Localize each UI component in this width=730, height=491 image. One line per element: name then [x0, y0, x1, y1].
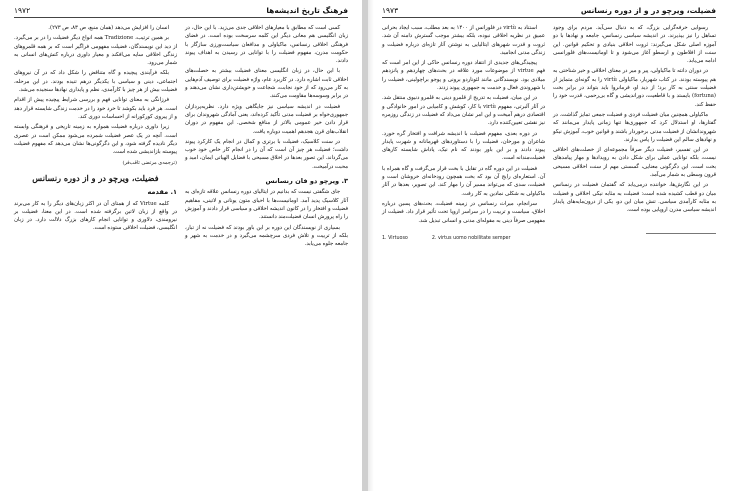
paragraph: بسیاری از نویسندگان این دوره بر این باور بودند که فضیلت نه از تبار، بلکه از تربیت و تلاش فردی سرچشمه می‌گیرد و در خدمت به شهر و جامعه جلوه می‌یابد. [185, 224, 348, 248]
column-right [185, 24, 348, 250]
article-title: فضیلت، ویرچو در و از دوره رنسانس [32, 172, 159, 183]
paragraph: در سنت کلاسیک، فضیلت با برتری و کمال در انجام یک کارکرد پیوند داشت؛ فضیلت هر چیز آن است که آن را در انجام کار خاص خود خوب می‌گرداند. این تصور بعدها در اخلاق مسیحی با فضایل الهیاتی ایمان، امید و محبت درآمیخت. [185, 138, 348, 170]
paragraph: فضیلت در این دوره گاه در تقابل با بخت قرار می‌گرفت و گاه همراه با آن. استعاره‌ای رایج آن بود که بخت همچون رودخانه‌ای خروشان است و فضیلت، سدی که می‌تواند مسیر آن را مهار کند. این تصویر، بعدها در آثار ماکیاولی به شکلی نمادین به کار رفت. [382, 165, 545, 197]
footnotes [382, 236, 716, 241]
paragraph: ماکیاولی همچنین میان فضیلت فردی و فضیلت جمعی تمایز گذاشت. در گفتارها، او استدلال کرد که جمهوری‌ها تنها زمانی پایدار می‌مانند که شهروندانشان از فضیلت مدنی برخوردار باشند و قوانین خوب، آموزش نیکو و نهادهای سالم این فضیلت را پاس بدارند. [552, 111, 716, 143]
column-right [553, 24, 716, 227]
left-page-header [14, 6, 348, 18]
translator-credit: (ترجمه‌ی مرتضی ثاقب‌فر) [122, 160, 177, 167]
paragraph: با این حال، در زبان انگلیسی معنای فضیلت بیشتر به خصلت‌های اخلاقی ثابت اشاره دارد. در کاربرد عام، واژه فضیلت برای توصیف آدم‌هایی به کار می‌رود که از خود نجابت، شجاعت و خویشتن‌داری نشان می‌دهند و در برابر وسوسه‌ها مقاومت می‌کنند. [185, 68, 348, 100]
paragraph: کلمه Virtue که از همتای آن در اکثر زبان‌های دیگر را به کار می‌برند در واقع از زبان لاتین برگرفته شده است. در این معنا، فضیلت بر نیرومندی، دلاوری و توانایی انجام کارهای بزرگ دلالت دارد. در زبان انگلیسی، فضیلت اخلاقی ستوده است. [14, 200, 177, 232]
paragraph: در این میان، فضیلت به تدریج از قلمرو دینی به قلمرو دنیوی منتقل شد. در آثار آلبرتی، مفهوم virtù با کار، کوشش و کامیابی در امور خانوادگی و اقتصادی درهم آمیخت و این امر نشان می‌داد که فضیلت در زندگی روزمره نیز نقشی تعیین‌کننده دارد. [382, 95, 545, 127]
paragraph: رسوایی خرفه‌گرایی بزرگ، که به دنبال سی‌آید. مردم برای وجود تساهل را نیز بپذیرند. در اندیشه سیاسی رنسانس، جامعه و نهادها با دو آموزه اصلی شکل می‌گیرند: ثروت اخلاقی بنیادی و تحکیم قوانین. این سنت از افلاطون و ارسطو آغاز می‌شود و تا اومانیست‌های فلورانسی ادامه می‌یابد. [553, 25, 716, 65]
paragraph: استناد به virtù در فلورانس از ۱۴۰۰ به بعد مطلب، سبب ایجاد بحرانی عمیق در نظریه اخلاقی نبوده، بلکه بیشتر موجب گسترش دامنه آن شد. ثروت و قدرت شهرهای ایتالیایی به نوشتن آثار تازه‌ای درباره فضیلت و زندگی مدنی انجامید. [382, 25, 545, 56]
right-page [368, 0, 730, 491]
paragraph: انسان را افزایش می‌دهد (همان منبع، ص ۸۳، ص ۲۷۳). [48, 25, 169, 31]
footnote-divider [646, 233, 716, 234]
column-left [382, 24, 545, 227]
gutter-shadow [368, 0, 374, 491]
paragraph: پیچیدگی‌های جدیدی از انتقاد دوره رنسانس حاکی از این امر است که فهم virtue از موضوعات مورد علاقه در بحث‌های چهاردهم و پانزدهم میلادی بود. نویسندگانی مانند لئوناردو برونی و پوجو براچولینی، فضیلت را با شهروندی فعال و خدمت به جمهوری پیوند زدند. [382, 60, 545, 92]
left-page-body [14, 24, 348, 250]
paragraph: بر همین ترتیب، Tradizione همه انواع دیگر فضیلت را در بر می‌گیرد. از دید این نویسندگان، فضیلت مفهومی فراگیر است که بر همه قلمروهای زندگی اخلاقی سایه می‌افکند و معیار داوری درباره کنش‌های انسانی به شمار می‌رود. [14, 35, 177, 67]
section-heading: ۳. ویرچو دو فان رنسانس [265, 177, 348, 186]
left-page [0, 0, 362, 491]
paragraph: سرانجام، میراث رنسانس در زمینه فضیلت، بحث‌های پسین درباره اخلاق، سیاست و تربیت را در سراسر اروپا تحت تأثیر قرار داد. فضیلت از مفهومی صرفاً دینی به مقوله‌ای مدنی و انسانی تبدیل شد. [382, 200, 545, 224]
paragraph: در این تفسیر، فضیلت دیگر صرفاً مجموعه‌ای از خصلت‌های اخلاقی نیست، بلکه توانایی عملی برای شکل دادن به رویدادها و مهار پیامدهای بخت است. این دگرگونی معنایی، گسستی مهم از سنت اخلاقی مسیحی قرون وسطی به شمار می‌آمد. [553, 147, 716, 179]
paragraph: در دوران دانته تا ماکیاولی، پیر و میر در معنای اخلاقی و خیر شناختی به هم پیوسته بودند. در کتاب شهریار، ماکیاولی virtù را به گونه‌ای متمایز از فضیلت سنتی به کار برد؛ از دید او، فرمانروا باید بتواند در برابر بخت (fortuna) بایستد و با قاطعیت، دوراندیشی و گاه بی‌رحمی، قدرت خود را حفظ کند. [553, 68, 716, 108]
paragraph: زیرا داوری درباره فضیلت همواره به زمینه تاریخی و فرهنگی وابسته است. آنچه در یک عصر فضیلت شمرده می‌شود ممکن است در عصری دیگر نادیده گرفته شود، و این دگرگونی‌ها نشان می‌دهد که مفهوم فضیلت پیوسته بازاندیشی شده است. [14, 124, 177, 156]
paragraph: فرزانگی به معنای توانایی فهم و بررسی شرایط پیچیده پیش از اقدام است. هر فرد باید بکوشد تا خرد خود را در خدمت زندگی شایسته قرار دهد و از پیروی کورکورانه از احساسات دوری کند. [14, 97, 177, 120]
paragraph: جای شگفتی نیست که بدانیم در ایتالیای دوره رنسانس علاقه تازه‌ای به آثار کلاسیک پدید آمد. اومانیست‌ها با احیای متون یونانی و لاتینی، مفاهیم فضیلت و افتخار را در کانون اندیشه اخلاقی و سیاسی قرار دادند و آموزش را راه پرورش انسان فضیلت‌مند دانستند. [185, 189, 348, 221]
paragraph: در این نگارش‌ها، خواننده درمی‌یابد که گفتمان فضیلت در رنسانس میان دو قطب کشیده شده است: فضیلت به مثابه نیکی اخلاقی و فضیلت به مثابه کارآمدی سیاسی. تنش میان این دو، یکی از درون‌مایه‌های پایدار اندیشه سیاسی مدرن اروپایی بوده است. [553, 182, 716, 214]
right-page-header [382, 6, 716, 18]
paragraph: فضیلت در اندیشه سیاسی نیز جایگاهی ویژه دارد. نظریه‌پردازان جمهوری‌خواه بر فضیلت مدنی تأکید کرده‌اند، یعنی آمادگی شهروندان برای قرار دادن خیر عمومی بالاتر از منافع شخصی. این مفهوم در دوران انقلاب‌های قرن هجدهم اهمیت دوباره یافت. [185, 103, 348, 135]
column-left [14, 24, 177, 250]
subsection-heading: ۱. مقدمه [147, 188, 177, 197]
paragraph: کسی است که مطابق با معیارهای اخلاقی جدی می‌زید. با این حال، در زبان انگلیسی هم معانی دیگر این کلمه سرسخت بوده است. در فضای فرهنگی اخلاقی رنسانس، ماکیاولی و مدافعان سیاست‌ورزی سازگار با حکومت مدرن، مفهوم فضیلت را با توانایی در رسیدن به اهداف پیوند دادند. [185, 25, 348, 65]
paragraph: بلکه فرآیندی پیچیده و گاه متناقض را شکل داد که در آن نیروهای اجتماعی، دینی و سیاسی با یکدیگر درهم تنیده بودند. در این مرحله، فضیلت بیش از هر چیز با کارآمدی، نظم و پایداری نهادها سنجیده می‌شد. [14, 70, 177, 94]
right-page-body [382, 24, 716, 227]
running-title: فرهنگ تاریخ اندیشه‌ها [266, 6, 348, 15]
footnote: 2. virtus uomo nobilitate semper [431, 235, 511, 241]
page-number: ۱۹۷۳ [382, 6, 399, 15]
page-number: ۱۹۷۲ [14, 6, 31, 15]
paragraph: در دوره بعدی، مفهوم فضیلت با اندیشه شرافت و افتخار گره خورد. شاعران و مورخان، فضیلت را با دستاوردهای قهرمانانه و شهرت پایدار پیوند دادند و بر این باور بودند که نام نیک، پاداش شایسته کارهای فضیلت‌مندانه است. [382, 130, 545, 162]
footnote: 1. Virtuoso [382, 235, 408, 241]
running-title: فضیلت، ویرچو در و از دوره رنسانس [580, 6, 716, 15]
